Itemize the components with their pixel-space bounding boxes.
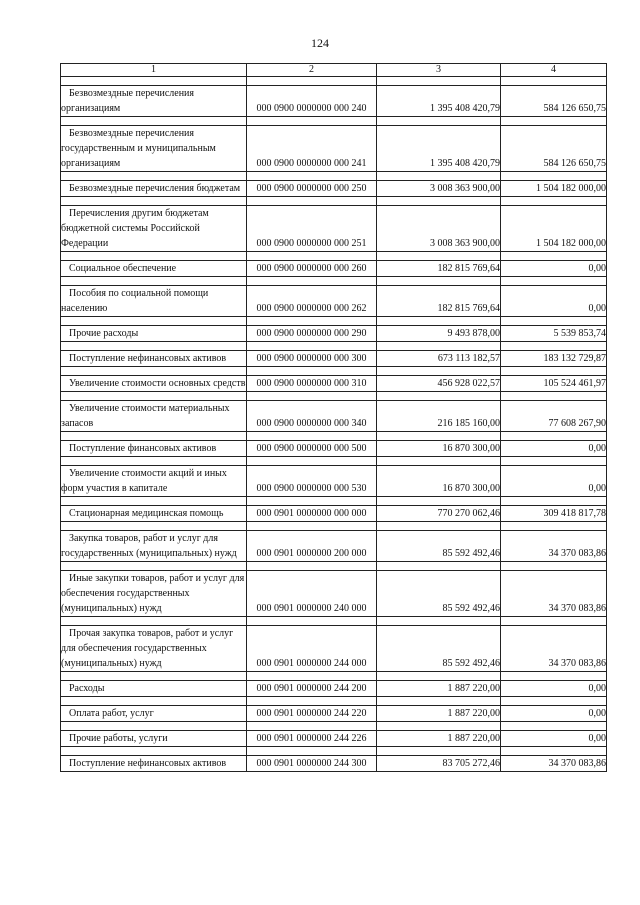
row-value-col4-cell: 183 132 729,87 [501, 351, 607, 367]
spacer-cell [247, 277, 377, 286]
row-name-cell: Прочие расходы [61, 326, 247, 342]
header-col-2: 2 [247, 64, 377, 77]
row-value-col3-cell: 770 270 062,46 [377, 506, 501, 522]
table-row [61, 466, 607, 497]
row-code-cell: 000 0900 0000000 000 241 [247, 126, 377, 172]
spacer-cell [377, 617, 501, 626]
table-header [61, 64, 607, 77]
row-value-col4-cell: 1 504 182 000,00 [501, 206, 607, 252]
table-row [61, 261, 607, 277]
row-code-cell: 000 0900 0000000 000 530 [247, 466, 377, 497]
row-value-col4-cell: 0,00 [501, 706, 607, 722]
table-row [61, 756, 607, 772]
spacer-cell [377, 747, 501, 756]
spacer-cell [61, 277, 247, 286]
spacer-cell [501, 672, 607, 681]
spacer-cell [377, 522, 501, 531]
row-code-cell: 000 0900 0000000 000 240 [247, 86, 377, 117]
spacer-cell [247, 197, 377, 206]
spacer-cell [501, 562, 607, 571]
row-code-cell: 000 0901 0000000 244 000 [247, 626, 377, 672]
row-name-cell: Поступление финансовых активов [61, 441, 247, 457]
spacer-cell [61, 197, 247, 206]
row-spacer [61, 722, 607, 731]
table-row [61, 626, 607, 672]
spacer-cell [247, 392, 377, 401]
row-value-col4-cell: 34 370 083,86 [501, 531, 607, 562]
row-value-col3-cell: 85 592 492,46 [377, 626, 501, 672]
spacer-cell [501, 197, 607, 206]
row-name-cell: Стационарная медицинская помощь [61, 506, 247, 522]
row-spacer [61, 252, 607, 261]
spacer-cell [247, 522, 377, 531]
spacer-cell [501, 432, 607, 441]
spacer-cell [61, 497, 247, 506]
row-value-col4-cell: 0,00 [501, 261, 607, 277]
row-spacer [61, 432, 607, 441]
row-value-col3-cell: 456 928 022,57 [377, 376, 501, 392]
row-value-col4-cell: 0,00 [501, 286, 607, 317]
table-row [61, 376, 607, 392]
spacer-cell [501, 497, 607, 506]
spacer-cell [377, 722, 501, 731]
table-row [61, 126, 607, 172]
row-name-cell: Перечисления другим бюджетам бюджетной системы Российской Федерации [61, 206, 247, 252]
header-col-3: 3 [377, 64, 501, 77]
row-code-cell: 000 0901 0000000 000 000 [247, 506, 377, 522]
row-name-cell: Прочая закупка товаров, работ и услуг для обеспечения государственных (муниципальных) нужд [61, 626, 247, 672]
spacer-cell [501, 747, 607, 756]
row-value-col4-cell: 0,00 [501, 681, 607, 697]
row-spacer [61, 317, 607, 326]
row-value-col4-cell: 34 370 083,86 [501, 626, 607, 672]
budget-table [60, 63, 607, 772]
row-code-cell: 000 0901 0000000 240 000 [247, 571, 377, 617]
spacer-cell [501, 457, 607, 466]
row-code-cell: 000 0900 0000000 000 260 [247, 261, 377, 277]
spacer-cell [61, 252, 247, 261]
row-code-cell: 000 0900 0000000 000 340 [247, 401, 377, 432]
table-row [61, 706, 607, 722]
row-value-col4-cell: 0,00 [501, 731, 607, 747]
row-value-col3-cell: 85 592 492,46 [377, 531, 501, 562]
row-code-cell: 000 0901 0000000 244 300 [247, 756, 377, 772]
table-row [61, 286, 607, 317]
row-value-col3-cell: 16 870 300,00 [377, 466, 501, 497]
row-spacer [61, 562, 607, 571]
row-code-cell: 000 0900 0000000 000 250 [247, 181, 377, 197]
row-value-col3-cell: 1 887 220,00 [377, 681, 501, 697]
spacer-cell [377, 432, 501, 441]
header-row [61, 64, 607, 77]
row-name-cell: Поступление нефинансовых активов [61, 756, 247, 772]
spacer-cell [247, 172, 377, 181]
spacer-cell [377, 342, 501, 351]
row-value-col3-cell: 9 493 878,00 [377, 326, 501, 342]
row-value-col4-cell: 105 524 461,97 [501, 376, 607, 392]
row-spacer [61, 497, 607, 506]
row-code-cell: 000 0900 0000000 000 310 [247, 376, 377, 392]
spacer-cell [377, 117, 501, 126]
row-value-col3-cell: 1 887 220,00 [377, 706, 501, 722]
spacer-cell [377, 562, 501, 571]
spacer-cell [501, 172, 607, 181]
row-name-cell: Поступление нефинансовых активов [61, 351, 247, 367]
spacer-cell [377, 367, 501, 376]
spacer-cell [61, 697, 247, 706]
spacer-cell [61, 392, 247, 401]
row-spacer [61, 522, 607, 531]
spacer-cell [247, 497, 377, 506]
spacer-cell [247, 317, 377, 326]
row-name-cell: Иные закупки товаров, работ и услуг для обеспечения государственных (муниципальных) нужд [61, 571, 247, 617]
spacer-cell [61, 457, 247, 466]
row-code-cell: 000 0900 0000000 000 262 [247, 286, 377, 317]
spacer-cell [61, 672, 247, 681]
row-spacer [61, 342, 607, 351]
row-name-cell: Увеличение стоимости материальных запасов [61, 401, 247, 432]
spacer-cell [377, 317, 501, 326]
spacer-cell [247, 117, 377, 126]
spacer-cell [247, 457, 377, 466]
table-row [61, 506, 607, 522]
row-value-col4-cell: 584 126 650,75 [501, 86, 607, 117]
row-value-col3-cell: 3 008 363 900,00 [377, 181, 501, 197]
spacer-cell [501, 277, 607, 286]
spacer-cell [377, 277, 501, 286]
row-code-cell: 000 0901 0000000 244 220 [247, 706, 377, 722]
spacer-cell [377, 457, 501, 466]
row-spacer [61, 672, 607, 681]
spacer-cell [247, 432, 377, 441]
row-spacer [61, 197, 607, 206]
row-name-cell: Социальное обеспечение [61, 261, 247, 277]
row-value-col4-cell: 309 418 817,78 [501, 506, 607, 522]
table-row [61, 401, 607, 432]
spacer-cell [247, 252, 377, 261]
row-value-col4-cell: 0,00 [501, 466, 607, 497]
spacer-cell [61, 117, 247, 126]
row-value-col3-cell: 216 185 160,00 [377, 401, 501, 432]
spacer-cell [247, 722, 377, 731]
row-value-col3-cell: 16 870 300,00 [377, 441, 501, 457]
spacer-cell [377, 497, 501, 506]
spacer-cell [61, 367, 247, 376]
row-spacer [61, 617, 607, 626]
spacer-cell [501, 392, 607, 401]
table-row [61, 681, 607, 697]
spacer-cell [501, 617, 607, 626]
row-code-cell: 000 0900 0000000 000 300 [247, 351, 377, 367]
row-code-cell: 000 0901 0000000 244 226 [247, 731, 377, 747]
row-spacer [61, 457, 607, 466]
spacer-cell [377, 172, 501, 181]
row-spacer [61, 77, 607, 86]
spacer-cell [247, 697, 377, 706]
spacer-cell [501, 342, 607, 351]
row-code-cell: 000 0900 0000000 000 500 [247, 441, 377, 457]
spacer-cell [247, 77, 377, 86]
table-body [61, 77, 607, 772]
spacer-cell [501, 117, 607, 126]
table-row [61, 206, 607, 252]
spacer-cell [501, 697, 607, 706]
spacer-cell [377, 697, 501, 706]
row-value-col4-cell: 5 539 853,74 [501, 326, 607, 342]
row-value-col3-cell: 182 815 769,64 [377, 286, 501, 317]
row-spacer [61, 747, 607, 756]
spacer-cell [61, 747, 247, 756]
spacer-cell [247, 747, 377, 756]
row-value-col3-cell: 83 705 272,46 [377, 756, 501, 772]
row-name-cell: Оплата работ, услуг [61, 706, 247, 722]
spacer-cell [61, 317, 247, 326]
spacer-cell [377, 392, 501, 401]
row-name-cell: Безвозмездные перечисления организациям [61, 86, 247, 117]
spacer-cell [61, 522, 247, 531]
spacer-cell [247, 562, 377, 571]
row-spacer [61, 697, 607, 706]
table-row [61, 181, 607, 197]
row-name-cell: Закупка товаров, работ и услуг для государственных (муниципальных) нужд [61, 531, 247, 562]
row-spacer [61, 392, 607, 401]
spacer-cell [61, 432, 247, 441]
spacer-cell [501, 77, 607, 86]
row-name-cell: Безвозмездные перечисления бюджетам [61, 181, 247, 197]
page-number: 124 [311, 36, 329, 50]
row-value-col4-cell: 34 370 083,86 [501, 571, 607, 617]
table-row [61, 86, 607, 117]
row-spacer [61, 117, 607, 126]
row-name-cell: Увеличение стоимости акций и иных форм участия в капитале [61, 466, 247, 497]
row-spacer [61, 367, 607, 376]
table-row [61, 731, 607, 747]
spacer-cell [61, 722, 247, 731]
table-row [61, 531, 607, 562]
row-name-cell: Прочие работы, услуги [61, 731, 247, 747]
spacer-cell [377, 672, 501, 681]
row-code-cell: 000 0901 0000000 244 200 [247, 681, 377, 697]
row-value-col3-cell: 3 008 363 900,00 [377, 206, 501, 252]
spacer-cell [61, 562, 247, 571]
header-col-1: 1 [61, 64, 247, 77]
spacer-cell [247, 672, 377, 681]
table-row [61, 326, 607, 342]
row-name-cell: Увеличение стоимости основных средств [61, 376, 247, 392]
spacer-cell [61, 617, 247, 626]
table-row [61, 441, 607, 457]
row-code-cell: 000 0900 0000000 000 290 [247, 326, 377, 342]
row-value-col3-cell: 1 395 408 420,79 [377, 126, 501, 172]
row-value-col3-cell: 673 113 182,57 [377, 351, 501, 367]
row-value-col3-cell: 85 592 492,46 [377, 571, 501, 617]
spacer-cell [61, 172, 247, 181]
spacer-cell [377, 77, 501, 86]
spacer-cell [61, 77, 247, 86]
row-value-col4-cell: 34 370 083,86 [501, 756, 607, 772]
row-value-col3-cell: 1 887 220,00 [377, 731, 501, 747]
spacer-cell [247, 617, 377, 626]
row-code-cell: 000 0900 0000000 000 251 [247, 206, 377, 252]
row-value-col3-cell: 1 395 408 420,79 [377, 86, 501, 117]
row-spacer [61, 172, 607, 181]
spacer-cell [501, 252, 607, 261]
row-spacer [61, 277, 607, 286]
spacer-cell [377, 252, 501, 261]
row-value-col4-cell: 0,00 [501, 441, 607, 457]
row-code-cell: 000 0901 0000000 200 000 [247, 531, 377, 562]
row-name-cell: Пособия по социальной помощи населению [61, 286, 247, 317]
table-row [61, 351, 607, 367]
spacer-cell [501, 522, 607, 531]
spacer-cell [247, 342, 377, 351]
spacer-cell [501, 367, 607, 376]
row-value-col4-cell: 584 126 650,75 [501, 126, 607, 172]
spacer-cell [501, 317, 607, 326]
row-value-col4-cell: 77 608 267,90 [501, 401, 607, 432]
row-value-col4-cell: 1 504 182 000,00 [501, 181, 607, 197]
row-value-col3-cell: 182 815 769,64 [377, 261, 501, 277]
header-col-4: 4 [501, 64, 607, 77]
table-row [61, 571, 607, 617]
spacer-cell [61, 342, 247, 351]
spacer-cell [377, 197, 501, 206]
spacer-cell [501, 722, 607, 731]
row-name-cell: Расходы [61, 681, 247, 697]
row-name-cell: Безвозмездные перечисления государственным и муниципальным организациям [61, 126, 247, 172]
spacer-cell [247, 367, 377, 376]
